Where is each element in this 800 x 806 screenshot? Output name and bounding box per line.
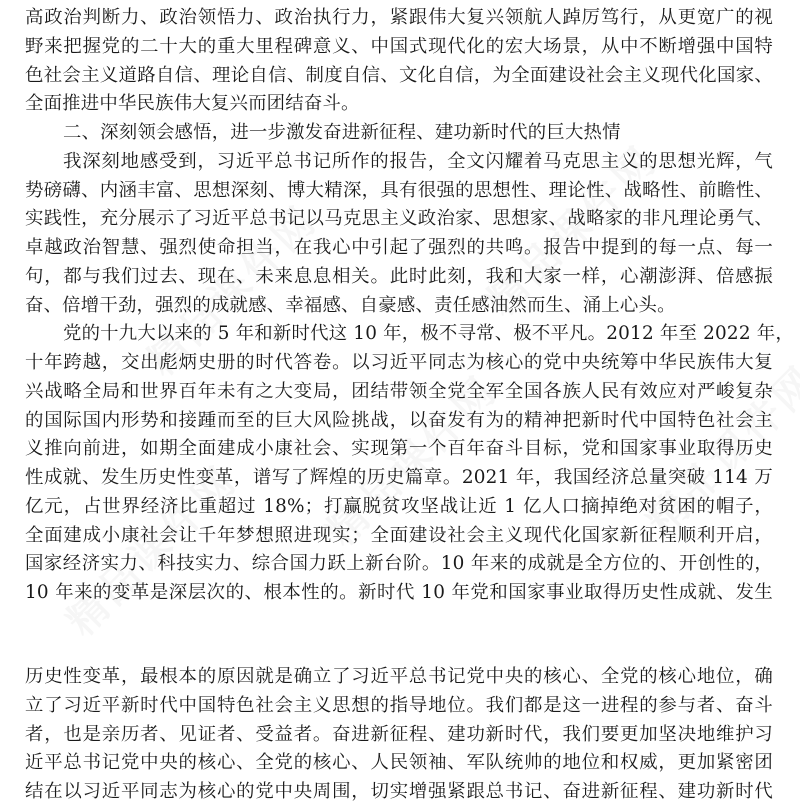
text-line: 卓越政治智慧、强烈使命担当，在我心中引起了强烈的共鸣。报告中提到的每一点、每一 [25, 237, 773, 258]
text-line: 全面推进中华民族伟大复兴而团结奋斗。 [25, 93, 360, 114]
text-line: 性成就、发生历史性变革，谱写了辉煌的历史篇章。2021 年，我国经济总量突破 114 万 [25, 467, 773, 488]
text-line: 势磅礴、内涵丰富、思想深刻、博大精深，具有很强的思想性、理论性、战略性、前瞻性、 [25, 180, 773, 201]
text-line: 10 年来的变革是深层次的、根本性的。新时代 10 年党和国家事业取得历史性成就、发生 [25, 582, 773, 603]
text-line: 十年跨越，交出彪炳史册的时代答卷。以习近平同志为核心的党中央统筹中华民族伟大复 [25, 352, 773, 373]
text-line: 奋、倍增干劲，强烈的成就感、幸福感、自豪感、责任感油然而生、涌上心头。 [25, 295, 676, 316]
text-line: 国家经济实力、科技实力、综合国力跃上新台阶。10 年来的成就是全方位的、开创性的， [25, 553, 773, 574]
text-line: 者，也是亲历者、见证者、受益者。奋进新征程、建功新时代，我们要更加坚决地维护习 [25, 724, 773, 745]
text-line: 我深刻地感受到，习近平总书记所作的报告，全文闪耀着马克思主义的思想光辉，气 [63, 151, 773, 172]
text-line: 兴战略全局和世界百年未有之大变局，团结带领全党全军全国各族人民有效应对严峻复杂 [25, 381, 773, 402]
text-line: 历史性变革，最根本的原因就是确立了习近平总书记党中央的核心、全党的核心地位，确 [25, 666, 773, 687]
text-line: 立了习近平新时代中国特色社会主义思想的指导地位。我们都是这一进程的参与者、奋斗 [25, 695, 773, 716]
text-line: 野来把握党的二十大的重大里程碑意义、中国式现代化的宏大场景，从中不断增强中国特 [25, 36, 773, 57]
section-heading: 二、深刻领会感悟，进一步激发奋进新征程、建功新时代的巨大热情 [63, 122, 621, 143]
text-line: 句，都与我们过去、现在、未来息息相关。此时此刻，我和大家一样，心潮澎湃、倍感振 [25, 266, 773, 287]
text-line: 的国际国内形势和接踵而至的巨大风险挑战，以奋发有为的精神把新时代中国特色社会主 [25, 410, 773, 431]
text-line: 实践性，充分展示了习近平总书记以马克思主义政治家、思想家、战略家的非凡理论勇气、 [25, 208, 773, 229]
text-line: 高政治判断力、政治领悟力、政治执行力，紧跟伟大复兴领航人踔厉笃行，从更宽广的视 [25, 7, 773, 28]
text-line: 全面建成小康社会让千年梦想照进现实；全面建设社会主义现代化国家新征程顺利开启， [25, 525, 773, 546]
text-line: 色社会主义道路自信、理论自信、制度自信、文化自信，为全面建设社会主义现代化国家、 [25, 65, 773, 86]
text-line: 结在以习近平同志为核心的党中央周围，切实增强紧跟总书记、奋进新征程、建功新时代 [25, 781, 773, 802]
text-line: 义推向前进，如期全面建成小康社会、实现第一个百年奋斗目标，党和国家事业取得历史 [25, 438, 773, 459]
text-line: 近平总书记党中央的核心、全党的核心、人民领袖、军队统帅的地位和权威，更加紧密团 [25, 752, 773, 773]
text-line: 党的十九大以来的 5 年和新时代这 10 年，极不寻常、极不平凡。2012 年至 2022 年， [63, 323, 794, 344]
text-line: 亿元，占世界经济比重超过 18%；打赢脱贫攻坚战让近 1 亿人口摘掉绝对贫困的帽子， [25, 496, 773, 517]
